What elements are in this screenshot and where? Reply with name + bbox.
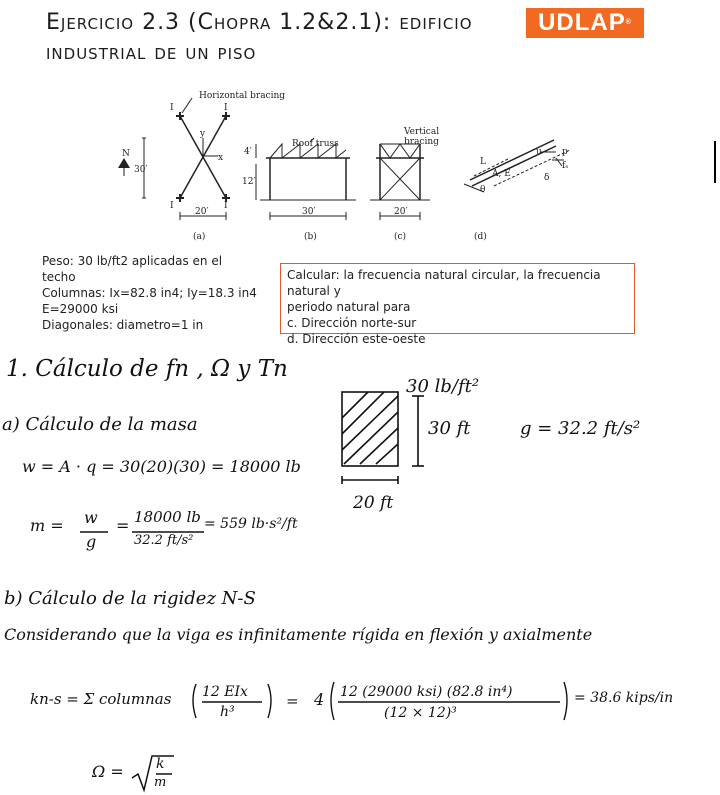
given-line: E=29000 ksi bbox=[42, 302, 119, 316]
stiffness-result: = 38.6 kips/in bbox=[574, 690, 674, 706]
stiffness-fraction-lines bbox=[190, 678, 580, 722]
mass-eq: = bbox=[116, 516, 130, 535]
weight-equation: w = A · q = 30(20)(30) = 18000 lb bbox=[22, 457, 301, 476]
page-title bbox=[46, 8, 516, 68]
omega-m: m bbox=[154, 775, 167, 790]
gravity-label: g = 32.2 ft/s² bbox=[520, 418, 641, 439]
mass-lhs: m = bbox=[30, 516, 64, 535]
step-a-heading: a) Cálculo de la masa bbox=[2, 414, 198, 435]
column-label-I: I bbox=[170, 103, 174, 113]
dim-12-label: 12′ bbox=[242, 177, 256, 187]
given-data bbox=[42, 253, 272, 333]
load-label: 30 lb/ft² bbox=[406, 376, 480, 397]
task-line: periodo natural para bbox=[287, 300, 411, 314]
assumption-text: Considerando que la viga es infinitamente rígida en flexión y axialmente bbox=[4, 625, 593, 644]
logo-text: UDLAP bbox=[538, 9, 626, 36]
north-label: N bbox=[122, 149, 130, 159]
width-label: 20 ft bbox=[353, 493, 394, 513]
task-box bbox=[280, 263, 635, 346]
udlap-logo bbox=[526, 8, 644, 38]
column-label-I: I bbox=[224, 103, 228, 113]
given-line: Peso: 30 lb/ft2 aplicadas en el bbox=[42, 254, 223, 268]
task-line: Calcular: la frecuencia natural circular, la frecuencia natural y bbox=[287, 268, 601, 298]
task-line: d. Dirección este-oeste bbox=[287, 332, 426, 346]
title-line-1: Ejercicio 2.3 (Chopra 1.2&2.1): edificio bbox=[46, 10, 473, 35]
vertical-bracing-label-1: Vertical bbox=[404, 127, 440, 137]
structure-figure bbox=[100, 88, 720, 248]
given-line: techo bbox=[42, 270, 76, 284]
stiffness-coef: 4 bbox=[314, 690, 325, 709]
step-b-heading: b) Cálculo de la rigidez N-S bbox=[4, 588, 256, 609]
dim-4-label: 4′ bbox=[244, 147, 252, 157]
dim-30-label-b: 30′ bbox=[302, 207, 316, 217]
brace-fs-label: fₛ bbox=[562, 161, 569, 171]
brace-L-label: L bbox=[480, 157, 486, 167]
task-line: c. Dirección norte-sur bbox=[287, 316, 417, 330]
height-label: 30 ft bbox=[428, 418, 471, 439]
column-label-I: I bbox=[224, 201, 228, 211]
brace-p-label: p bbox=[562, 147, 568, 157]
mass-g: g bbox=[86, 532, 97, 551]
sqrt-sign-icon bbox=[130, 752, 176, 794]
omega-lhs: Ω = bbox=[92, 762, 124, 781]
mass-result: = 559 lb·s²/ft bbox=[204, 516, 298, 532]
stiffness-frac-num: 12 EIx bbox=[202, 684, 248, 700]
mass-numerator: 18000 lb bbox=[134, 508, 201, 526]
step-1-heading: 1. Cálculo de fn , Ω y Tn bbox=[6, 356, 288, 382]
fig-label-b: (b) bbox=[304, 232, 317, 242]
stiffness-lhs: kn-s = Σ columnas bbox=[30, 690, 172, 708]
dim-20-label-c: 20′ bbox=[394, 207, 408, 217]
omega-k: k bbox=[156, 756, 165, 772]
mass-denominator: 32.2 ft/s² bbox=[134, 533, 194, 548]
vertical-bracing-label-2: bracing bbox=[404, 137, 439, 147]
brace-theta-label: θ bbox=[480, 185, 486, 195]
brace-AE-label: A, E bbox=[492, 169, 511, 179]
stiffness-frac-den: h³ bbox=[220, 704, 235, 720]
brace-delta-label: δ bbox=[544, 173, 550, 183]
edge-bar bbox=[714, 141, 716, 183]
axis-y-label: y bbox=[200, 129, 206, 139]
brace-u-label: u bbox=[536, 147, 542, 157]
given-line: Diagonales: diametro=1 in bbox=[42, 318, 204, 332]
title-line-2: industrial de un piso bbox=[46, 40, 257, 65]
fig-label-d: (d) bbox=[474, 232, 487, 242]
logo-registered-mark: ® bbox=[625, 19, 632, 26]
stiffness-num: 12 (29000 ksi) (82.8 in⁴) bbox=[340, 684, 513, 700]
mass-fraction-lines bbox=[78, 530, 208, 534]
axis-x-label: x bbox=[218, 153, 224, 163]
column-label-I: I bbox=[170, 201, 174, 211]
stiffness-eq: = bbox=[286, 692, 299, 710]
dim-30-label: 30′ bbox=[134, 165, 148, 175]
horizontal-bracing-label: Horizontal bracing bbox=[199, 91, 286, 101]
mass-w: w bbox=[84, 508, 98, 527]
stiffness-den: (12 × 12)³ bbox=[384, 705, 457, 721]
fig-label-a: (a) bbox=[193, 232, 206, 242]
given-line: Columnas: Ix=82.8 in4; Iy=18.3 in4 bbox=[42, 286, 257, 300]
dim-20-label: 20′ bbox=[195, 207, 209, 217]
roof-truss-label: Roof truss bbox=[292, 139, 339, 149]
fig-label-c: (c) bbox=[394, 232, 407, 242]
